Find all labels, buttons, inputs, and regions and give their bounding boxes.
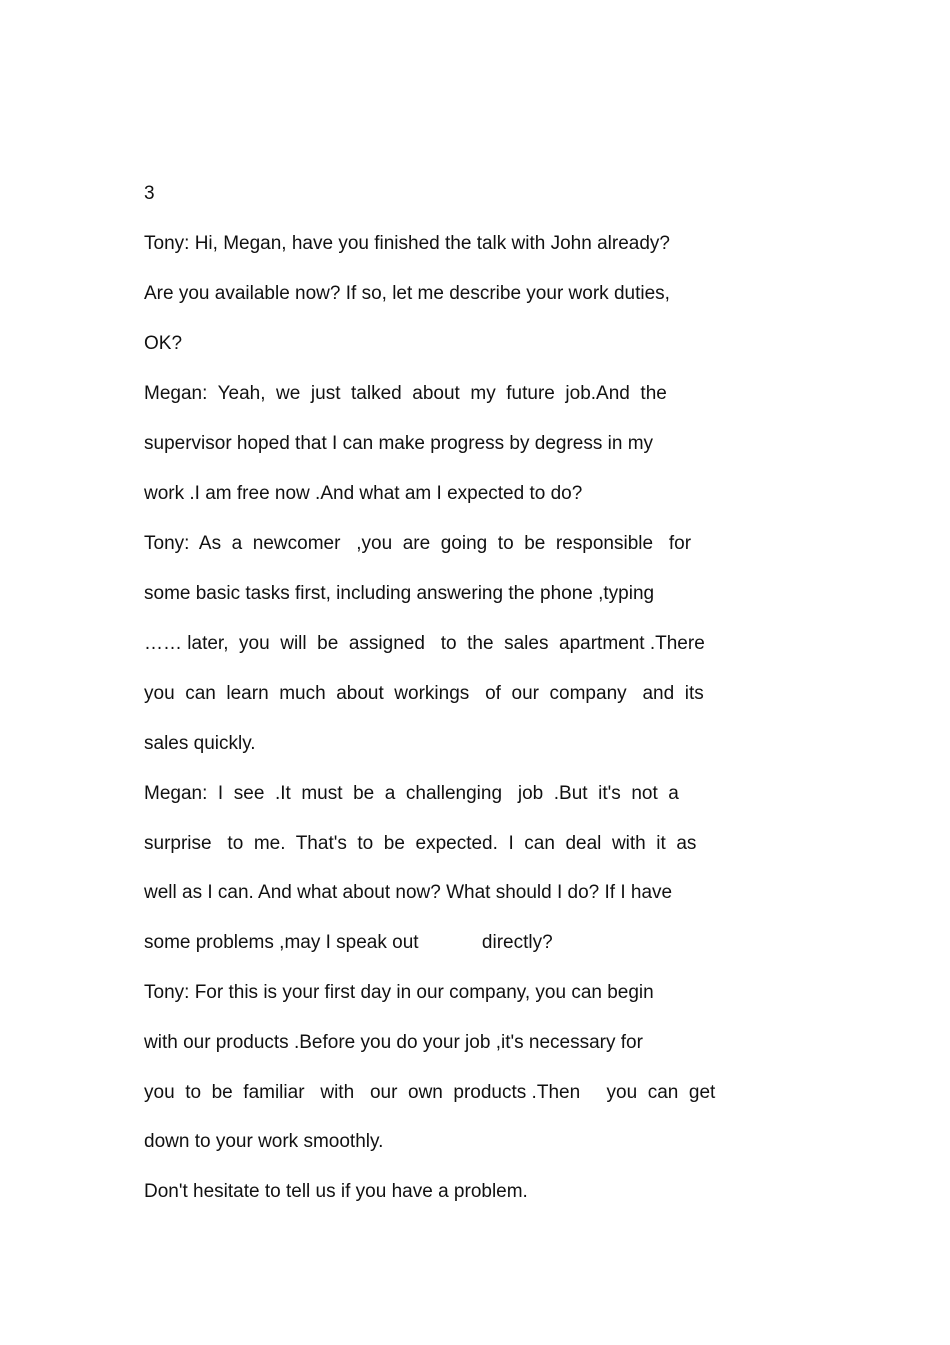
dialogue-line: …… later, you will be assigned to the sales apartment .There bbox=[144, 633, 705, 654]
dialogue-line-tony-2: Tony: As a newcomer ,you are going to be responsible for bbox=[144, 533, 692, 554]
dialogue-line: sales quickly. bbox=[144, 733, 256, 754]
dialogue-line: down to your work smoothly. bbox=[144, 1131, 384, 1152]
dialogue-line: Are you available now? If so, let me describe your work duties, bbox=[144, 283, 670, 304]
dialogue-line-megan-1: Megan: Yeah, we just talked about my future job.And the bbox=[144, 383, 667, 404]
dialogue-line: well as I can. And what about now? What should I do? If I have bbox=[144, 882, 673, 903]
dialogue-line: OK? bbox=[144, 333, 183, 354]
dialogue-line: work .I am free now .And what am I expected to do? bbox=[144, 483, 583, 504]
page-number: 3 bbox=[144, 183, 155, 204]
dialogue-line-tony-3: Tony: For this is your first day in our company, you can begin bbox=[144, 982, 654, 1003]
dialogue-line: you to be familiar with our own products .Then you can get bbox=[144, 1082, 716, 1103]
dialogue-line: some problems ,may I speak out directly? bbox=[144, 932, 553, 953]
dialogue-line-tony-1: Tony: Hi, Megan, have you finished the talk with John already? bbox=[144, 233, 670, 254]
dialogue-line-megan-2: Megan: I see .It must be a challenging job .But it's not a bbox=[144, 783, 679, 804]
dialogue-line: supervisor hoped that I can make progress by degress in my bbox=[144, 433, 654, 454]
dialogue-line: some basic tasks first, including answering the phone ,typing bbox=[144, 583, 655, 604]
dialogue-line: you can learn much about workings of our company and its bbox=[144, 683, 704, 704]
dialogue-line: surprise to me. That's to be expected. I can deal with it as bbox=[144, 833, 697, 854]
dialogue-line: with our products .Before you do your job ,it's necessary for bbox=[144, 1032, 643, 1053]
dialogue-line: Don't hesitate to tell us if you have a problem. bbox=[144, 1181, 528, 1202]
